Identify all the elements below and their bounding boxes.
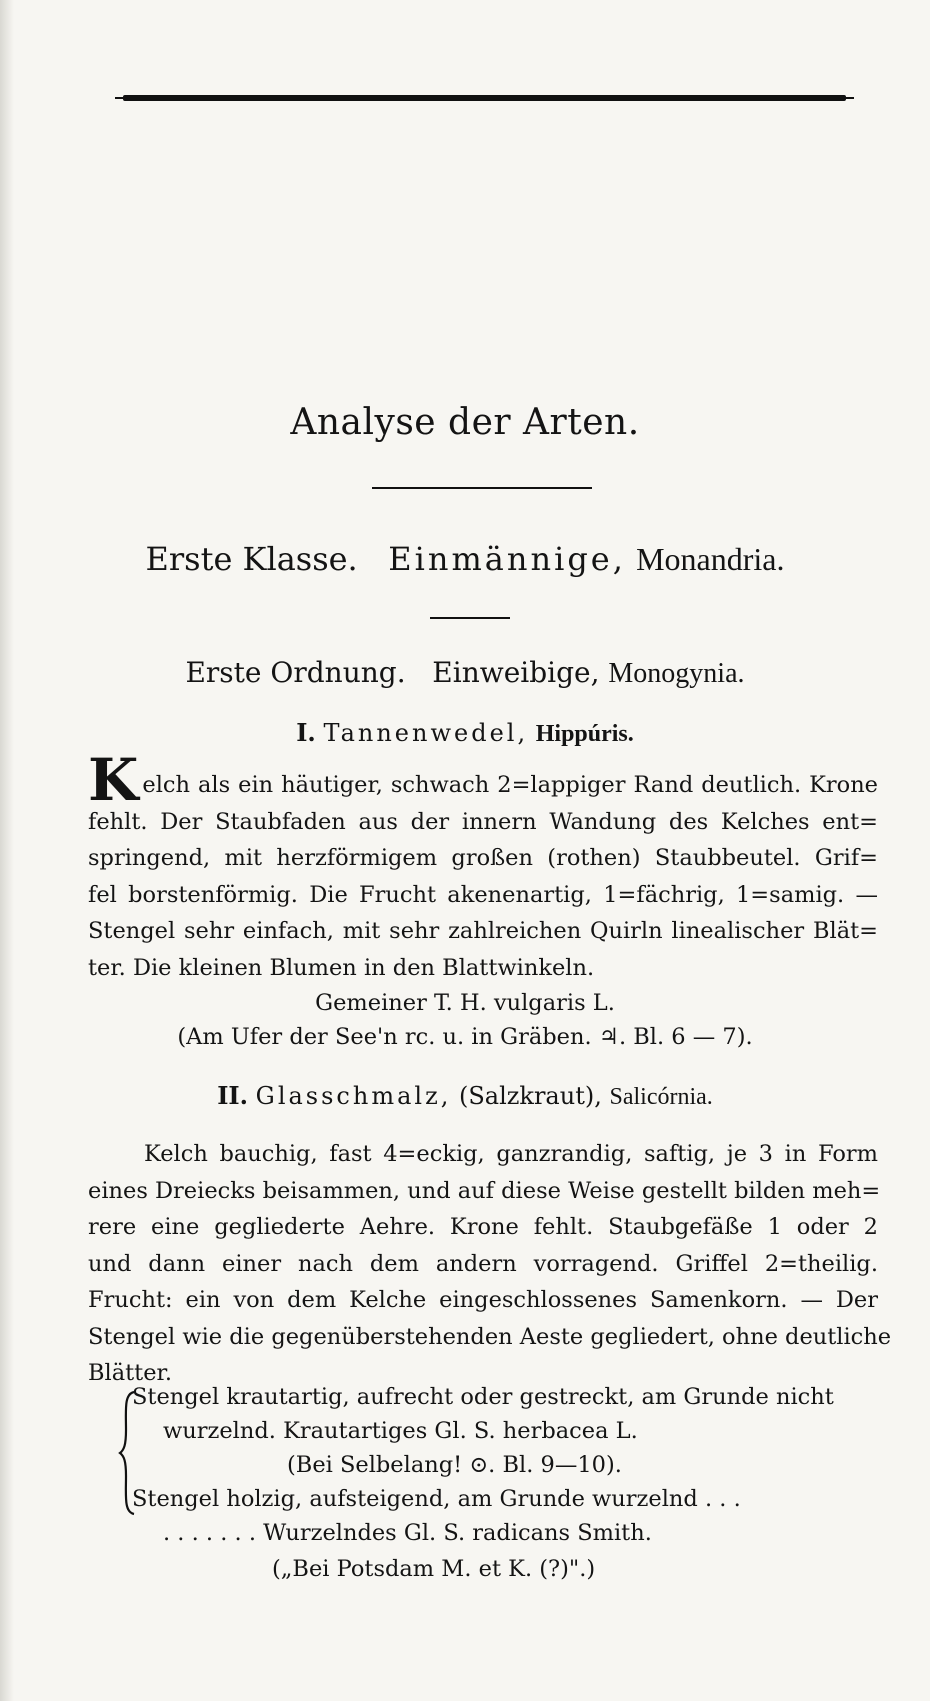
genus-alt-name: (Salzkraut), [458, 1082, 602, 1110]
text-line: rere eine gegliederte Aehre. Krone fehlt. Staubgefäße 1 oder 2 [88, 1214, 878, 1240]
genus-latin-name: Salicórnia. [609, 1084, 713, 1110]
key-line-5: . . . . . . . Wurzelndes Gl. S. radicans Smith. [163, 1520, 652, 1546]
text-line: fehlt. Der Staubfaden aus der innern Wandung des Kelches ent= [88, 808, 878, 835]
genus-number: II. [217, 1081, 248, 1110]
text-line: springend, mit herzförmigem großen (rothen) Staubbeutel. Grif= [88, 845, 878, 871]
order-latin-name: Monogynia. [608, 658, 745, 689]
page-edge-shadow [0, 0, 14, 1701]
key-line-3: (Bei Selbelang! ⊙. Bl. 9—10). [287, 1452, 622, 1478]
text-line: Kelch als ein häutiger, schwach 2=lappiger Rand deutlich. Krone [88, 746, 878, 814]
text-line: fel borstenförmig. Die Frucht akenenartig, 1=fächrig, 1=samig. — [88, 881, 878, 908]
key-line-1: Stengel krautartig, aufrecht oder gestreckt, am Grunde nicht [132, 1384, 834, 1410]
text-line: Stengel sehr einfach, mit sehr zahlreichen Quirln linealischer Blät= [88, 918, 878, 944]
class-divider [430, 617, 510, 619]
class-german: Erste Klasse. [145, 540, 358, 578]
text-line: Blätter. [88, 1360, 172, 1386]
text-line: eines Dreiecks beisammen, und auf diese Weise gestellt bilden meh= [88, 1177, 881, 1204]
genus-heading-2 [0, 1081, 930, 1111]
habitat-line: (Am Ufer der See'n rc. u. in Gräben. ♃. Bl. 6 — 7). [177, 1024, 753, 1050]
order-german-name: Einweibige, [432, 656, 600, 689]
genus-description-1 [88, 746, 878, 986]
class-heading [0, 540, 930, 578]
key-line-4: Stengel holzig, aufsteigend, am Grunde wurzelnd . . . [132, 1486, 741, 1512]
order-heading [0, 656, 930, 690]
genus-number: I. [296, 718, 316, 747]
drop-cap: K [88, 746, 139, 814]
page-title: Analyse der Arten. [290, 402, 640, 443]
species-line: Gemeiner T. H. vulgaris L. [315, 990, 615, 1016]
genus-description-2 [88, 1136, 892, 1392]
class-german-name: Einmännige, [388, 540, 626, 578]
key-line-2: wurzelnd. Krautartiges Gl. S. herbacea L. [163, 1418, 638, 1444]
class-latin-name: Monandria. [636, 541, 785, 577]
title-divider [372, 487, 592, 489]
text-line: Frucht: ein von dem Kelche eingeschlossenes Samenkorn. — Der [88, 1287, 878, 1313]
text-line: ter. Die kleinen Blumen in den Blattwinkeln. [88, 954, 595, 981]
genus-german-name: Glasschmalz, [255, 1082, 452, 1110]
text-line: Stengel wie die gegenüberstehenden Aeste gegliedert, ohne deutliche [88, 1323, 892, 1350]
genus-heading-1 [0, 718, 930, 748]
header-rule [123, 95, 846, 101]
genus-latin-name: Hippúris. [535, 721, 634, 747]
key-line-6: („Bei Potsdam M. et K. (?)".) [272, 1556, 596, 1582]
order-german: Erste Ordnung. [185, 656, 406, 689]
text-line: und dann einer nach dem andern vorragend. Griffel 2=theilig. [88, 1250, 878, 1277]
genus-german-name: Tannenwedel, [323, 719, 529, 747]
text-line: Kelch bauchig, fast 4=eckig, ganzrandig, saftig, je 3 in Form [144, 1141, 878, 1167]
